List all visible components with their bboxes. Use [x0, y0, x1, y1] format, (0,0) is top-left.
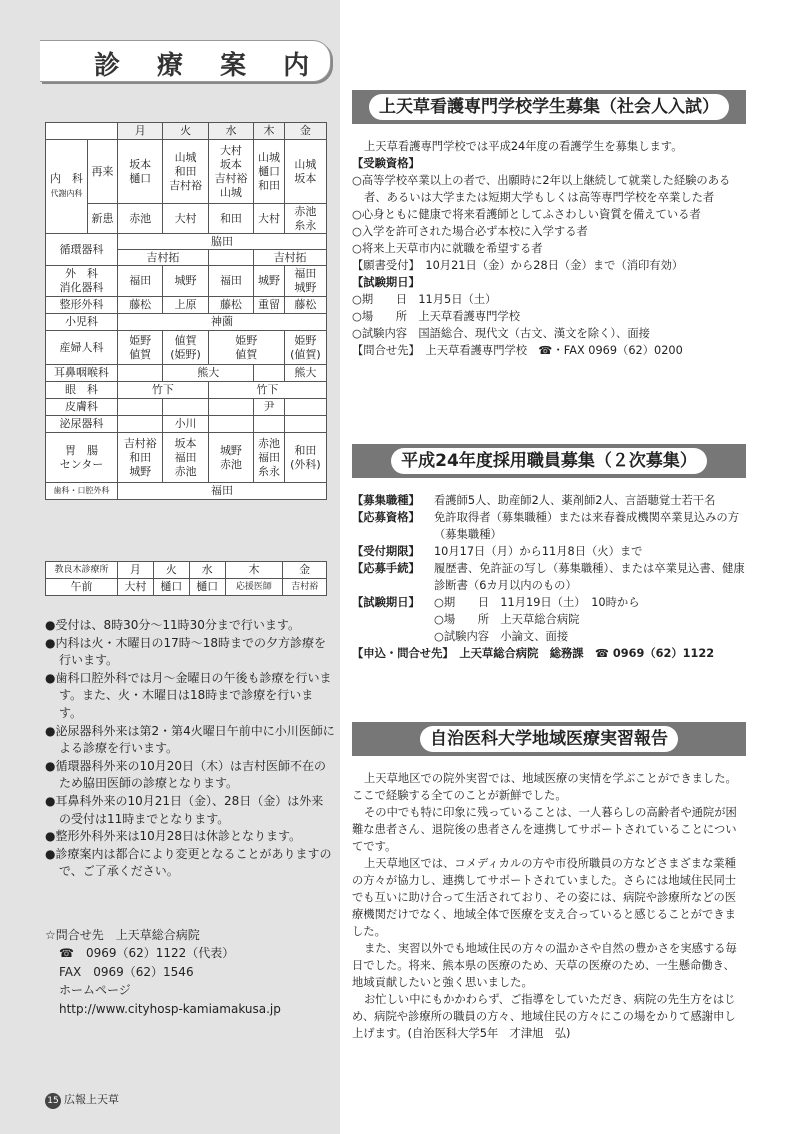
cell: 竹下	[208, 382, 326, 399]
section1-contact: 【問合せ先】 上天草看護専門学校 ☎・FAX 0969（62）0200	[352, 344, 683, 357]
day-header: 水	[189, 562, 225, 579]
qual-heading: 【受験資格】	[352, 157, 420, 170]
qual-item: ○入学を許可された場合必ず本校に入学する者	[352, 225, 588, 238]
day-header: 金	[283, 562, 327, 579]
cell	[284, 416, 326, 433]
cell: 福田	[118, 266, 163, 297]
cell: 尹	[254, 399, 285, 416]
cell	[284, 399, 326, 416]
cell: 姫野 (値賀)	[284, 331, 326, 365]
cell	[163, 399, 208, 416]
cell: 赤池	[118, 204, 163, 234]
qual-item: ○心身ともに健康で将来看護師としてふさわしい資質を備えている者	[352, 208, 701, 221]
cell: 藤松	[118, 297, 163, 314]
section-title-tab	[40, 40, 331, 82]
contact-tel: ☎ 0969（62）1122（代表）	[59, 946, 235, 961]
clinic-label: 教良木診療所	[46, 562, 118, 579]
note-item: ●整形外科外来は10月28日は休診となります。	[45, 829, 302, 844]
recruit-row: 【募集職種】 看護師5人、助産師2人、薬剤師2人、言語聴覚士若干名	[352, 494, 716, 507]
day-header: 月	[118, 562, 154, 579]
report-paragraph: また、実習以外でも地域住民の方々の温かさや自然の豊かさを実感する毎日でした。将来、熊本県の医療のため、天草の医療のため、一生懸命働き、地域貢献したいと強く思いました。	[352, 942, 737, 989]
contact-fax: FAX 0969（62）1546	[59, 964, 194, 979]
exam-item: ○期 日 11月5日（土）	[352, 293, 497, 306]
cell: 坂本 福田 赤池	[163, 433, 208, 483]
cell: 上原	[163, 297, 208, 314]
cell	[208, 399, 253, 416]
report-paragraph: 上天草地区での院外実習では、地域医療の実情を学ぶことができました。ここで経験する全てのことが新鮮でした。	[352, 772, 737, 802]
cell: 大村 坂本 吉村裕 山城	[208, 140, 253, 204]
apply-period: 【願書受付】 10月21日（金）から28日（金）まで（消印有効）	[352, 259, 684, 272]
cell	[118, 365, 163, 382]
cell	[208, 416, 253, 433]
page-title: 診 療 案 内	[94, 51, 324, 81]
contact-head: ☆問合せ先 上天草総合病院	[45, 928, 200, 942]
recruit-row: ○場 所 上天草総合病院	[434, 613, 580, 626]
section2-contact: 【申込・問合せ先】 上天草総合病院 総務課 ☎ 0969（62）1122	[352, 647, 715, 660]
note-item: ●診療案内は都合により変更となることがありますので、ご了承ください。	[45, 846, 332, 879]
dept-ichou: 胃 腸 センター	[46, 433, 118, 483]
section2-header	[352, 444, 746, 478]
exam-heading: 【試験期日】	[352, 276, 420, 289]
dept-shoni: 小児科	[46, 314, 118, 331]
recruit-row: 【試験期日】 ○期 日 11月19日（土） 10時から	[352, 596, 640, 609]
cell: 大村	[118, 579, 154, 596]
section1-intro: 上天草看護専門学校では平成24年度の看護学生を募集します。	[364, 140, 683, 153]
cell: 城野 赤池	[208, 433, 253, 483]
dept-seikei: 整形外科	[46, 297, 118, 314]
qual-item: ○将来上天草市内に就職を希望する者	[352, 242, 543, 255]
cell: 応援医師	[225, 579, 283, 596]
contact-hp-label: ホームページ	[59, 983, 131, 998]
cell: 樋口	[153, 579, 189, 596]
recruit-row: 【受付期限】 10月17日（月）から11月8日（火）まで	[352, 545, 643, 558]
cell: 和田 (外科)	[284, 433, 326, 483]
cell: 熊大	[284, 365, 326, 382]
publication-name: 広報上天草	[64, 1093, 119, 1106]
row-label: 午前	[46, 579, 118, 596]
day-header: 水	[208, 123, 253, 140]
section1-body	[352, 138, 746, 359]
cell: 樋口	[189, 579, 225, 596]
day-header: 火	[163, 123, 208, 140]
note-item: ●内科は火・木曜日の17時〜18時までの夕方診療を行います。	[45, 635, 327, 668]
cell: 姫野 値賀	[208, 331, 284, 365]
exam-item: ○場 所 上天草看護専門学校	[352, 310, 521, 323]
shinkan-label: 新患	[88, 204, 118, 234]
section1-title: 上天草看護専門学校学生募集（社会人入試）	[369, 94, 729, 120]
cell: 吉村裕	[283, 579, 327, 596]
cell: 山城 坂本	[284, 140, 326, 204]
note-item: ●受付は、8時30分〜11時30分まで行います。	[45, 618, 300, 632]
qual-item: ○高等学校卒業以上の者で、出願時に2年以上継続して就業した経験のある者、あるいは大学または短期大学もしくは高等専門学校を卒業した者	[352, 174, 731, 204]
recruit-row: 【応募手続】 履歴書、免許証の写し（募集職種）、または卒業見込書、健康診断書（6カ月以内のもの）	[352, 562, 745, 592]
cell: 神薗	[118, 314, 327, 331]
section2-body	[352, 492, 746, 662]
cell: 山城 和田 吉村裕	[163, 140, 208, 204]
section2-title: 平成24年度採用職員募集（２次募集）	[391, 448, 707, 474]
page-footer	[45, 1091, 119, 1109]
report-paragraph: お忙しい中にもかかわらず、ご指導をしていただき、病院の先生方をはじめ、病院や診療所の職員の方々、地域住民の方々にこの場をかりて感謝申し上げます。(自治医科大学5年 才津旭 弘)	[352, 993, 736, 1040]
dept-geka: 外 科 消化器科	[46, 266, 118, 297]
cell: 熊大	[163, 365, 254, 382]
cell	[208, 250, 253, 266]
day-header: 月	[118, 123, 163, 140]
note-item: ●循環器科外来の10月20日（木）は吉村医師不在のため脇田医師の診療となります。	[45, 758, 327, 791]
dept-jibi: 耳鼻咽喉科	[46, 365, 118, 382]
recruit-row: ○試験内容 小論文、面接	[434, 630, 569, 643]
cell: 坂本 樋口	[118, 140, 163, 204]
dept-hinyo: 泌尿器科	[46, 416, 118, 433]
note-item: ●歯科口腔外科では月〜金曜日の午後も診療を行います。また、火・木曜日は18時まで診療を行います。	[45, 670, 332, 720]
day-header: 木	[254, 123, 285, 140]
dept-hifu: 皮膚科	[46, 399, 118, 416]
cell: 赤池 糸永	[284, 204, 326, 234]
note-item: ●泌尿器科外来は第2・第4火曜日午前中に小川医師による診療を行います。	[45, 723, 335, 756]
cell: 和田	[208, 204, 253, 234]
cell: 城野	[254, 266, 285, 297]
cell	[254, 416, 285, 433]
cell: 吉村裕 和田 城野	[118, 433, 163, 483]
cell: 吉村拓	[254, 250, 327, 266]
section3-body	[352, 770, 746, 1042]
cell: 福田	[208, 266, 253, 297]
recruit-row: 【応募資格】 免許取得者（募集職種）または来春養成機関卒業見込みの方（募集職種）	[352, 511, 740, 541]
cell: 福田	[118, 483, 327, 500]
exam-item: ○試験内容 国語総合、現代文（古文、漢文を除く）、面接	[352, 327, 650, 340]
sairai-label: 再来	[88, 140, 118, 204]
day-header: 火	[153, 562, 189, 579]
section3-header	[352, 722, 746, 756]
dept-sanfu: 産婦人科	[46, 331, 118, 365]
dept-shika: 歯科・口腔外科	[46, 483, 118, 500]
cell: 大村	[163, 204, 208, 234]
contact-block	[45, 926, 335, 1018]
section3-title: 自治医科大学地域医療実習報告	[420, 726, 678, 752]
cell	[118, 399, 163, 416]
cell: 値賀 (姫野)	[163, 331, 208, 365]
corner-cell	[46, 123, 118, 140]
cell: 山城 樋口 和田	[254, 140, 285, 204]
cell	[254, 365, 285, 382]
cell: 藤松	[284, 297, 326, 314]
page-number: 15	[45, 1093, 61, 1109]
dept-ganka: 眼 科	[46, 382, 118, 399]
report-paragraph: その中でも特に印象に残っていることは、一人暮らしの高齢者や通院が困難な患者さん、退院後の患者さんを連携してサポートされていることについてです。	[352, 806, 737, 853]
day-header: 金	[284, 123, 326, 140]
notes-list	[45, 617, 335, 881]
cell: 重留	[254, 297, 285, 314]
cell	[118, 416, 163, 433]
schedule-table	[45, 122, 327, 500]
day-header: 木	[225, 562, 283, 579]
dept-junkan: 循環器科	[46, 234, 118, 266]
cell: 竹下	[118, 382, 209, 399]
note-item: ●耳鼻科外来の10月21日（金）、28日（金）は外来の受付は11時までとなります。	[45, 793, 324, 826]
nara-clinic-table	[45, 561, 327, 596]
cell: 吉村拓	[118, 250, 209, 266]
report-paragraph: 上天草地区では、コメディカルの方や市役所職員の方などさまざまな業種の方々が協力し、連携してサポートされていました。さらには地域住民同士でも互いに助け合って生活されており、その姿には、病院や診療所などの医療機関だけでなく、地域全体で医療を支え合っていると感じることができました。	[352, 857, 737, 938]
cell: 小川	[163, 416, 208, 433]
cell: 赤池 福田 糸永	[254, 433, 285, 483]
contact-url-link[interactable]: http://www.cityhosp-kamiamakusa.jp	[59, 1001, 281, 1016]
cell: 大村	[254, 204, 285, 234]
cell: 城野	[163, 266, 208, 297]
cell: 藤松	[208, 297, 253, 314]
cell: 姫野 値賀	[118, 331, 163, 365]
cell: 福田 城野	[284, 266, 326, 297]
dept-naika: 内 科 代謝内科	[46, 140, 88, 234]
section1-header	[352, 90, 746, 124]
cell: 脇田	[118, 234, 327, 250]
